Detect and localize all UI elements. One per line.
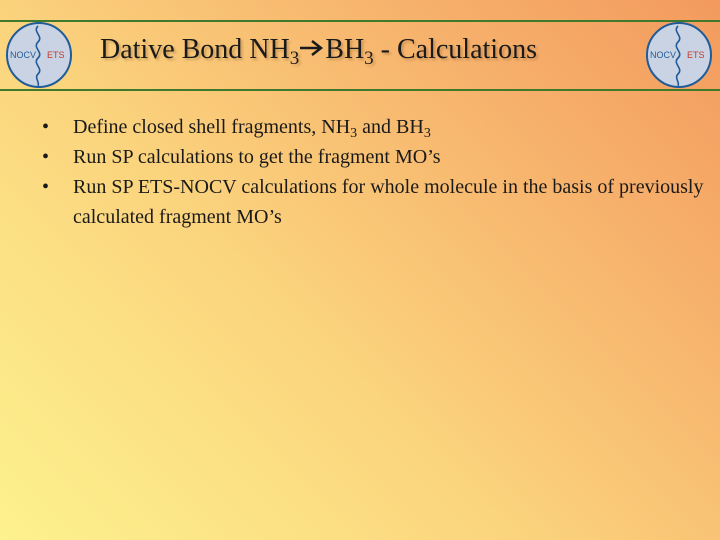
title-sub-1: 3 [289, 48, 300, 69]
nocv-ets-logo-left [4, 22, 74, 88]
bullet-list [42, 112, 712, 232]
title-prefix: Dative Bond NH [100, 34, 290, 65]
title-middle: BH [325, 34, 365, 65]
bullet-item [42, 112, 712, 142]
bullet-item [42, 172, 712, 232]
top-rule [0, 20, 720, 22]
title-suffix: - Calculations [373, 34, 537, 65]
title-sub-2: 3 [364, 48, 374, 69]
bullet-text: Run SP ETS-NOCV calculations for whole molecule in the basis of previously calculated fragment MO’s [73, 176, 704, 228]
nocv-ets-logo-right [644, 22, 714, 88]
logo-left-text: NOCV [10, 50, 37, 60]
bullet-sub: 3 [423, 126, 431, 141]
right-arrow-icon [299, 39, 325, 57]
bullet-text: Run SP calculations to get the fragment MO’s [73, 146, 441, 168]
logo-left-text: NOCV [650, 50, 677, 60]
bullet-dot-icon: • [42, 146, 50, 168]
bullet-text: Define closed shell fragments, NH [73, 116, 351, 138]
bullet-text-mid: and BH [357, 116, 424, 138]
logo-right-text: ETS [687, 50, 705, 60]
bullet-dot-icon: • [42, 116, 50, 138]
bottom-rule [0, 89, 720, 91]
bullet-sub: 3 [350, 126, 358, 141]
bullet-dot-icon: • [42, 176, 50, 198]
slide-title [100, 34, 630, 69]
bullet-item [42, 142, 712, 172]
logo-right-text: ETS [47, 50, 65, 60]
